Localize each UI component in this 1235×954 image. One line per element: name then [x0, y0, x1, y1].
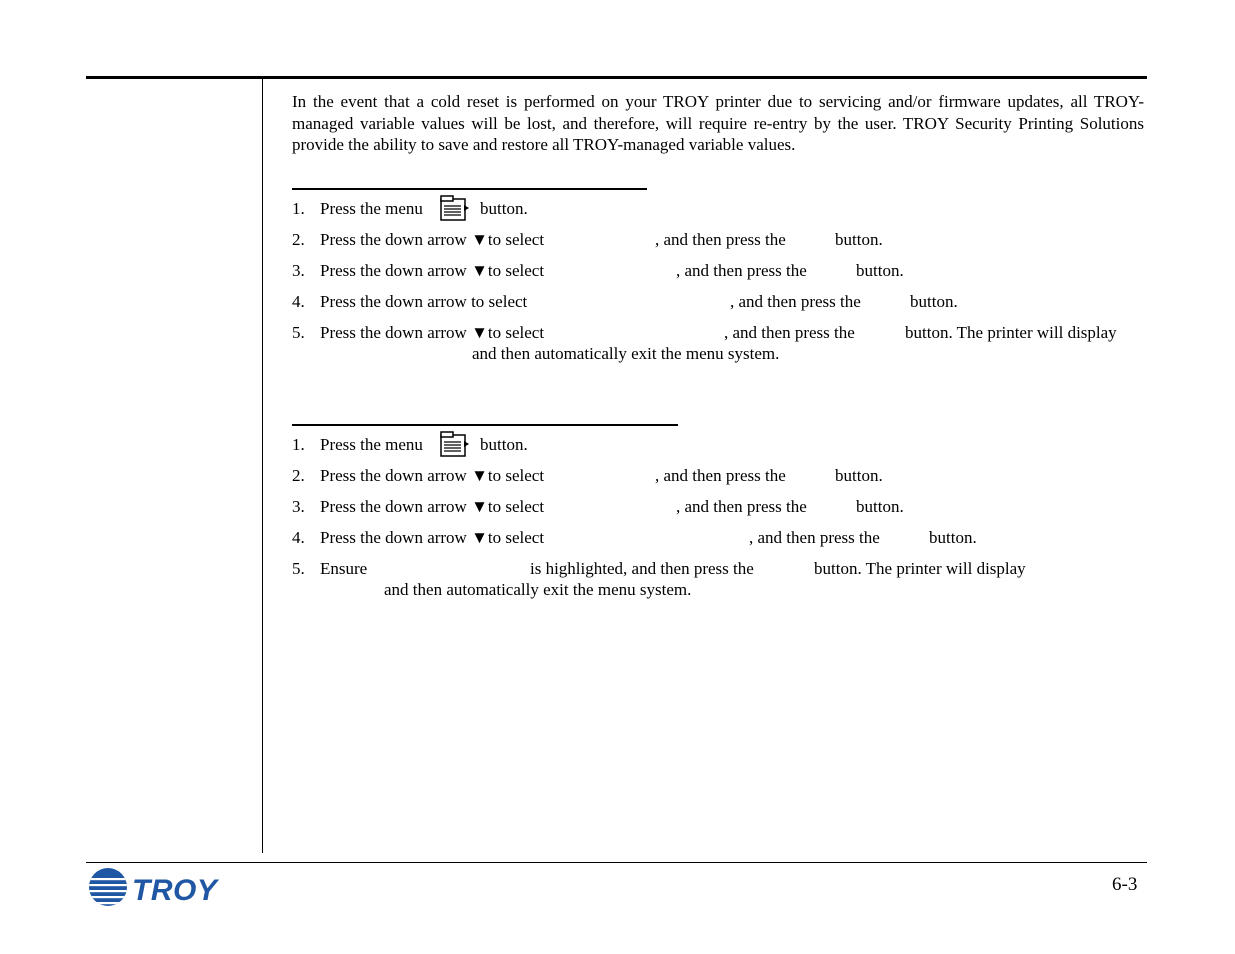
step-text-mid: , and then press the — [730, 292, 861, 311]
step-text: Press the down arrow ▼to select — [320, 261, 545, 280]
menu-button-icon — [440, 195, 470, 221]
step-text-end: button. — [480, 435, 528, 454]
step-number: 4. — [292, 528, 305, 547]
step-number: 2. — [292, 230, 305, 249]
step-text-end: button. — [910, 292, 958, 311]
step-text-mid: , and then press the — [655, 466, 786, 485]
section-2-heading-rule — [292, 424, 678, 426]
step-text: Press the down arrow ▼to select — [320, 323, 545, 342]
step-text: Press the down arrow ▼to select — [320, 528, 545, 547]
logo-wordmark: TROY — [132, 874, 218, 907]
step-text-end: button. The printer will display — [905, 323, 1117, 342]
step-text-mid: , and then press the — [724, 323, 855, 342]
margin-divider — [262, 79, 263, 853]
step-text: Press the down arrow ▼to select — [320, 466, 545, 485]
step-text: Ensure — [320, 559, 368, 578]
troy-logo — [88, 866, 220, 908]
menu-button-icon — [440, 431, 470, 457]
step-text: Press the down arrow ▼to select — [320, 230, 545, 249]
step-text-mid: is highlighted, and then press the — [530, 559, 754, 578]
step-number: 5. — [292, 559, 305, 578]
step-text: Press the menu — [320, 199, 423, 218]
intro-paragraph: In the event that a cold reset is performed on your TROY printer due to servicing and/or firmware updates, all TROY-managed variable values will be lost, and therefore, will require re-entry by the user. TROY Security Printing Solutions provide the ability to save and restore all TROY-managed variable values. — [292, 92, 1144, 154]
step-text: Press the menu — [320, 435, 423, 454]
step-number: 2. — [292, 466, 305, 485]
step-text: Press the down arrow to select — [320, 292, 528, 311]
step-text-end: button. — [835, 230, 883, 249]
step-text-continuation: and then automatically exit the menu system. — [472, 344, 780, 363]
step-text-end: button. — [856, 261, 904, 280]
step-text-continuation: and then automatically exit the menu system. — [384, 580, 692, 599]
step-number: 1. — [292, 435, 305, 454]
step-number: 3. — [292, 261, 305, 280]
step-number: 3. — [292, 497, 305, 516]
step-text-end: button. The printer will display — [814, 559, 1026, 578]
step-text-mid: , and then press the — [676, 497, 807, 516]
step-text-mid: , and then press the — [749, 528, 880, 547]
step-text-mid: , and then press the — [676, 261, 807, 280]
footer-rule — [86, 862, 1147, 863]
page-number: 6-3 — [1112, 874, 1138, 895]
step-number: 5. — [292, 323, 305, 342]
step-number: 4. — [292, 292, 305, 311]
step-text-end: button. — [929, 528, 977, 547]
step-text-end: button. — [856, 497, 904, 516]
section-1-heading-rule — [292, 188, 647, 190]
step-number: 1. — [292, 199, 305, 218]
step-text: Press the down arrow ▼to select — [320, 497, 545, 516]
header-rule — [86, 76, 1147, 79]
step-text-mid: , and then press the — [655, 230, 786, 249]
step-text-end: button. — [480, 199, 528, 218]
step-text-end: button. — [835, 466, 883, 485]
